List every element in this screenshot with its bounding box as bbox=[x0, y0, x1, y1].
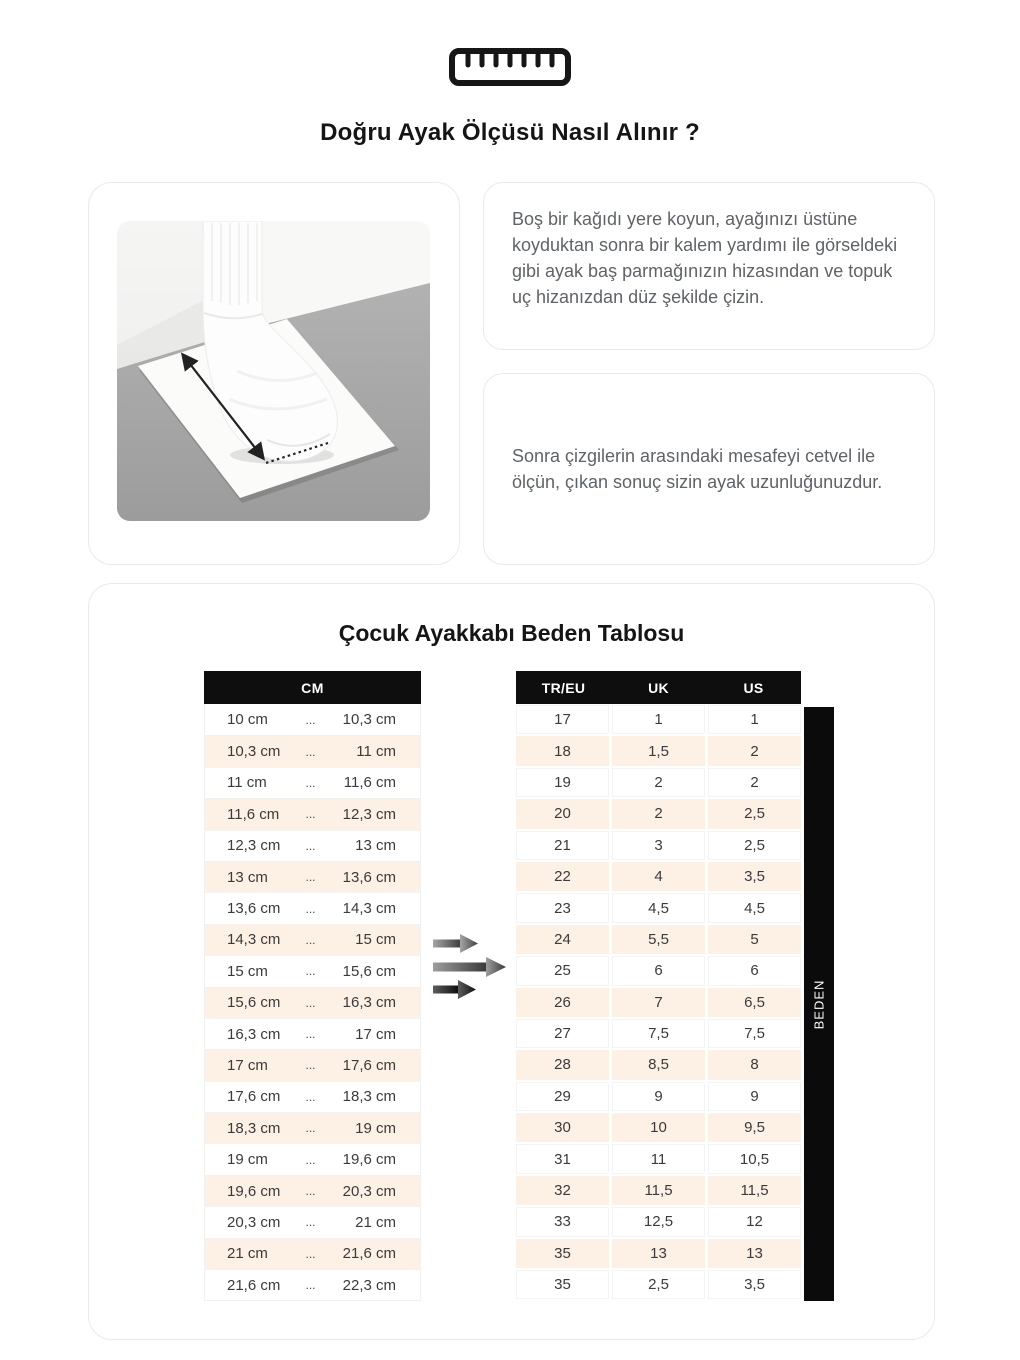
cm-max-value: 20,3 cm bbox=[342, 1182, 396, 1200]
cm-min-value: 11,6 cm bbox=[227, 805, 280, 823]
cm-max-value: 17,6 cm bbox=[342, 1056, 396, 1074]
tr-eu-value: 19 bbox=[516, 768, 609, 797]
range-separator: ... bbox=[305, 995, 316, 1010]
tr-eu-value: 20 bbox=[516, 799, 609, 828]
tr-eu-value: 29 bbox=[516, 1082, 609, 1111]
tr-eu-value: 28 bbox=[516, 1050, 609, 1079]
cm-table-header bbox=[204, 671, 421, 704]
cm-max-value: 19,6 cm bbox=[342, 1151, 396, 1169]
howto-section bbox=[88, 182, 935, 565]
cm-min-value: 11 cm bbox=[227, 774, 267, 792]
us-value: 8 bbox=[708, 1050, 801, 1079]
us-header: US bbox=[743, 679, 764, 696]
cm-range-row bbox=[205, 955, 420, 986]
us-value: 6 bbox=[708, 956, 801, 985]
tr-eu-value: 30 bbox=[516, 1113, 609, 1142]
cm-range-row bbox=[205, 1081, 420, 1112]
cm-min-value: 19 cm bbox=[227, 1151, 268, 1169]
cm-min-value: 18,3 cm bbox=[227, 1119, 281, 1137]
cm-min-value: 17 cm bbox=[227, 1056, 268, 1074]
cm-min-value: 17,6 cm bbox=[227, 1088, 281, 1106]
cm-range-table bbox=[204, 671, 421, 1301]
uk-value: 2 bbox=[612, 768, 705, 797]
instruction-step-1-text: Boş bir kağıdı yere koyun, ayağınızı üstüne koyduktan sonra bir kalem yardımı ile görseldeki gibi ayak baş parmağınızın hizasından ve topuk uç hizanızdan düz şekilde çizin. bbox=[512, 209, 898, 308]
size-mapping-arrows-icon bbox=[433, 934, 519, 1005]
beden-side-bar bbox=[804, 707, 834, 1301]
size-row bbox=[516, 767, 801, 798]
us-value: 11,5 bbox=[708, 1176, 801, 1205]
cm-max-value: 12,3 cm bbox=[342, 805, 396, 823]
cm-min-value: 21,6 cm bbox=[227, 1276, 281, 1294]
uk-value: 12,5 bbox=[612, 1207, 705, 1236]
cm-min-value: 19,6 cm bbox=[227, 1182, 281, 1200]
beden-label: BEDEN bbox=[811, 979, 827, 1029]
us-value: 13 bbox=[708, 1239, 801, 1268]
cm-range-row bbox=[205, 892, 420, 923]
uk-value: 7,5 bbox=[612, 1019, 705, 1048]
cm-max-value: 13 cm bbox=[355, 837, 396, 855]
cm-max-value: 14,3 cm bbox=[342, 900, 396, 918]
tr-eu-value: 33 bbox=[516, 1207, 609, 1236]
cm-min-value: 20,3 cm bbox=[227, 1213, 281, 1231]
cm-range-row bbox=[205, 1112, 420, 1143]
cm-range-row bbox=[205, 1175, 420, 1206]
cm-range-row bbox=[205, 861, 420, 892]
range-separator: ... bbox=[305, 901, 316, 916]
cm-range-row bbox=[205, 767, 420, 798]
range-separator: ... bbox=[305, 1027, 316, 1042]
tr-eu-value: 24 bbox=[516, 925, 609, 954]
cm-max-value: 21 cm bbox=[355, 1213, 396, 1231]
us-value: 2,5 bbox=[708, 831, 801, 860]
cm-range-row bbox=[205, 1018, 420, 1049]
range-separator: ... bbox=[305, 775, 316, 790]
cm-max-value: 18,3 cm bbox=[342, 1088, 396, 1106]
uk-value: 8,5 bbox=[612, 1050, 705, 1079]
size-row bbox=[516, 1206, 801, 1237]
uk-value: 1 bbox=[612, 705, 705, 734]
size-row bbox=[516, 892, 801, 923]
range-separator: ... bbox=[305, 932, 316, 947]
us-value: 4,5 bbox=[708, 893, 801, 922]
size-row bbox=[516, 924, 801, 955]
cm-max-value: 13,6 cm bbox=[342, 868, 396, 886]
tr-eu-value: 35 bbox=[516, 1270, 609, 1299]
instruction-step-2 bbox=[483, 373, 935, 565]
us-value: 10,5 bbox=[708, 1144, 801, 1173]
uk-value: 11,5 bbox=[612, 1176, 705, 1205]
us-value: 9,5 bbox=[708, 1113, 801, 1142]
uk-value: 9 bbox=[612, 1082, 705, 1111]
ruler-icon bbox=[0, 48, 1020, 86]
cm-min-value: 12,3 cm bbox=[227, 837, 281, 855]
uk-value: 4,5 bbox=[612, 893, 705, 922]
cm-max-value: 10,3 cm bbox=[342, 711, 396, 729]
cm-max-value: 15,6 cm bbox=[342, 962, 396, 980]
tr-eu-value: 22 bbox=[516, 862, 609, 891]
uk-value: 1,5 bbox=[612, 736, 705, 765]
size-row bbox=[516, 1081, 801, 1112]
range-separator: ... bbox=[305, 712, 316, 727]
size-row bbox=[516, 1238, 801, 1269]
cm-range-row bbox=[205, 830, 420, 861]
cm-range-row bbox=[205, 704, 420, 735]
us-value: 6,5 bbox=[708, 988, 801, 1017]
range-separator: ... bbox=[305, 1246, 316, 1261]
cm-max-value: 21,6 cm bbox=[342, 1245, 396, 1263]
cm-min-value: 16,3 cm bbox=[227, 1025, 281, 1043]
cm-range-row bbox=[205, 735, 420, 766]
range-separator: ... bbox=[305, 838, 316, 853]
cm-range-row bbox=[205, 1049, 420, 1080]
range-separator: ... bbox=[305, 964, 316, 979]
cm-min-value: 13 cm bbox=[227, 868, 268, 886]
size-row bbox=[516, 987, 801, 1018]
cm-max-value: 19 cm bbox=[355, 1119, 396, 1137]
size-table bbox=[516, 671, 801, 1300]
range-separator: ... bbox=[305, 870, 316, 885]
uk-value: 10 bbox=[612, 1113, 705, 1142]
uk-header: UK bbox=[648, 679, 669, 696]
cm-max-value: 17 cm bbox=[355, 1025, 396, 1043]
cm-range-row bbox=[205, 1143, 420, 1174]
range-separator: ... bbox=[305, 1121, 316, 1136]
size-row bbox=[516, 861, 801, 892]
tr-eu-value: 31 bbox=[516, 1144, 609, 1173]
uk-value: 6 bbox=[612, 956, 705, 985]
cm-max-value: 11 cm bbox=[356, 743, 396, 761]
cm-range-row bbox=[205, 987, 420, 1018]
uk-value: 7 bbox=[612, 988, 705, 1017]
instruction-step-1 bbox=[483, 182, 935, 350]
size-row bbox=[516, 735, 801, 766]
uk-value: 2 bbox=[612, 799, 705, 828]
us-value: 3,5 bbox=[708, 1270, 801, 1299]
range-separator: ... bbox=[305, 1278, 316, 1293]
uk-value: 13 bbox=[612, 1239, 705, 1268]
size-row bbox=[516, 1049, 801, 1080]
cm-min-value: 10 cm bbox=[227, 711, 268, 729]
us-value: 2 bbox=[708, 768, 801, 797]
size-row bbox=[516, 1143, 801, 1174]
us-value: 2,5 bbox=[708, 799, 801, 828]
range-separator: ... bbox=[305, 807, 316, 822]
cm-min-value: 14,3 cm bbox=[227, 931, 281, 949]
cm-min-value: 15 cm bbox=[227, 962, 268, 980]
range-separator: ... bbox=[305, 1152, 316, 1167]
range-separator: ... bbox=[305, 1184, 316, 1199]
cm-min-value: 21 cm bbox=[227, 1245, 268, 1263]
us-value: 3,5 bbox=[708, 862, 801, 891]
cm-header-label: CM bbox=[301, 679, 324, 696]
tr-eu-value: 23 bbox=[516, 893, 609, 922]
cm-min-value: 15,6 cm bbox=[227, 994, 281, 1012]
tr-eu-value: 32 bbox=[516, 1176, 609, 1205]
tr-eu-value: 26 bbox=[516, 988, 609, 1017]
instruction-steps bbox=[483, 182, 935, 565]
range-separator: ... bbox=[305, 1089, 316, 1104]
size-row bbox=[516, 830, 801, 861]
instruction-step-2-text: Sonra çizgilerin arasındaki mesafeyi cetvel ile ölçün, çıkan sonuç sizin ayak uzunluğunuzdur. bbox=[512, 445, 883, 492]
foot-measurement-photo-card bbox=[88, 182, 460, 565]
size-row bbox=[516, 798, 801, 829]
cm-max-value: 16,3 cm bbox=[342, 994, 396, 1012]
cm-range-row bbox=[205, 1238, 420, 1269]
range-separator: ... bbox=[305, 1215, 316, 1230]
cm-max-value: 15 cm bbox=[355, 931, 396, 949]
us-value: 2 bbox=[708, 736, 801, 765]
size-row bbox=[516, 955, 801, 986]
cm-max-value: 11,6 cm bbox=[343, 774, 396, 792]
us-value: 9 bbox=[708, 1082, 801, 1111]
range-separator: ... bbox=[305, 744, 316, 759]
foot-measurement-illustration bbox=[117, 221, 430, 521]
tr-eu-header: TR/EU bbox=[541, 679, 586, 696]
tr-eu-value: 35 bbox=[516, 1239, 609, 1268]
uk-value: 4 bbox=[612, 862, 705, 891]
cm-max-value: 22,3 cm bbox=[342, 1276, 396, 1294]
size-row bbox=[516, 1018, 801, 1049]
cm-range-row bbox=[205, 924, 420, 955]
range-separator: ... bbox=[305, 1058, 316, 1073]
size-row bbox=[516, 1269, 801, 1300]
cm-min-value: 13,6 cm bbox=[227, 900, 281, 918]
uk-value: 5,5 bbox=[612, 925, 705, 954]
uk-value: 11 bbox=[612, 1144, 705, 1173]
page-title: Doğru Ayak Ölçüsü Nasıl Alınır ? bbox=[320, 119, 700, 146]
tr-eu-value: 17 bbox=[516, 705, 609, 734]
tr-eu-value: 25 bbox=[516, 956, 609, 985]
us-value: 5 bbox=[708, 925, 801, 954]
cm-table-body bbox=[204, 704, 421, 1301]
us-value: 7,5 bbox=[708, 1019, 801, 1048]
tr-eu-value: 21 bbox=[516, 831, 609, 860]
uk-value: 2,5 bbox=[612, 1270, 705, 1299]
cm-range-row bbox=[205, 1206, 420, 1237]
cm-range-row bbox=[205, 798, 420, 829]
us-value: 12 bbox=[708, 1207, 801, 1236]
cm-range-row bbox=[205, 1269, 420, 1300]
us-value: 1 bbox=[708, 705, 801, 734]
uk-value: 3 bbox=[612, 831, 705, 860]
size-row bbox=[516, 1112, 801, 1143]
size-chart-title: Çocuk Ayakkabı Beden Tablosu bbox=[338, 620, 685, 646]
tr-eu-value: 27 bbox=[516, 1019, 609, 1048]
size-row bbox=[516, 1175, 801, 1206]
size-table-body bbox=[516, 704, 801, 1300]
size-chart-card bbox=[88, 583, 935, 1340]
size-table-header bbox=[516, 671, 801, 704]
cm-min-value: 10,3 cm bbox=[227, 743, 281, 761]
size-row bbox=[516, 704, 801, 735]
tr-eu-value: 18 bbox=[516, 736, 609, 765]
